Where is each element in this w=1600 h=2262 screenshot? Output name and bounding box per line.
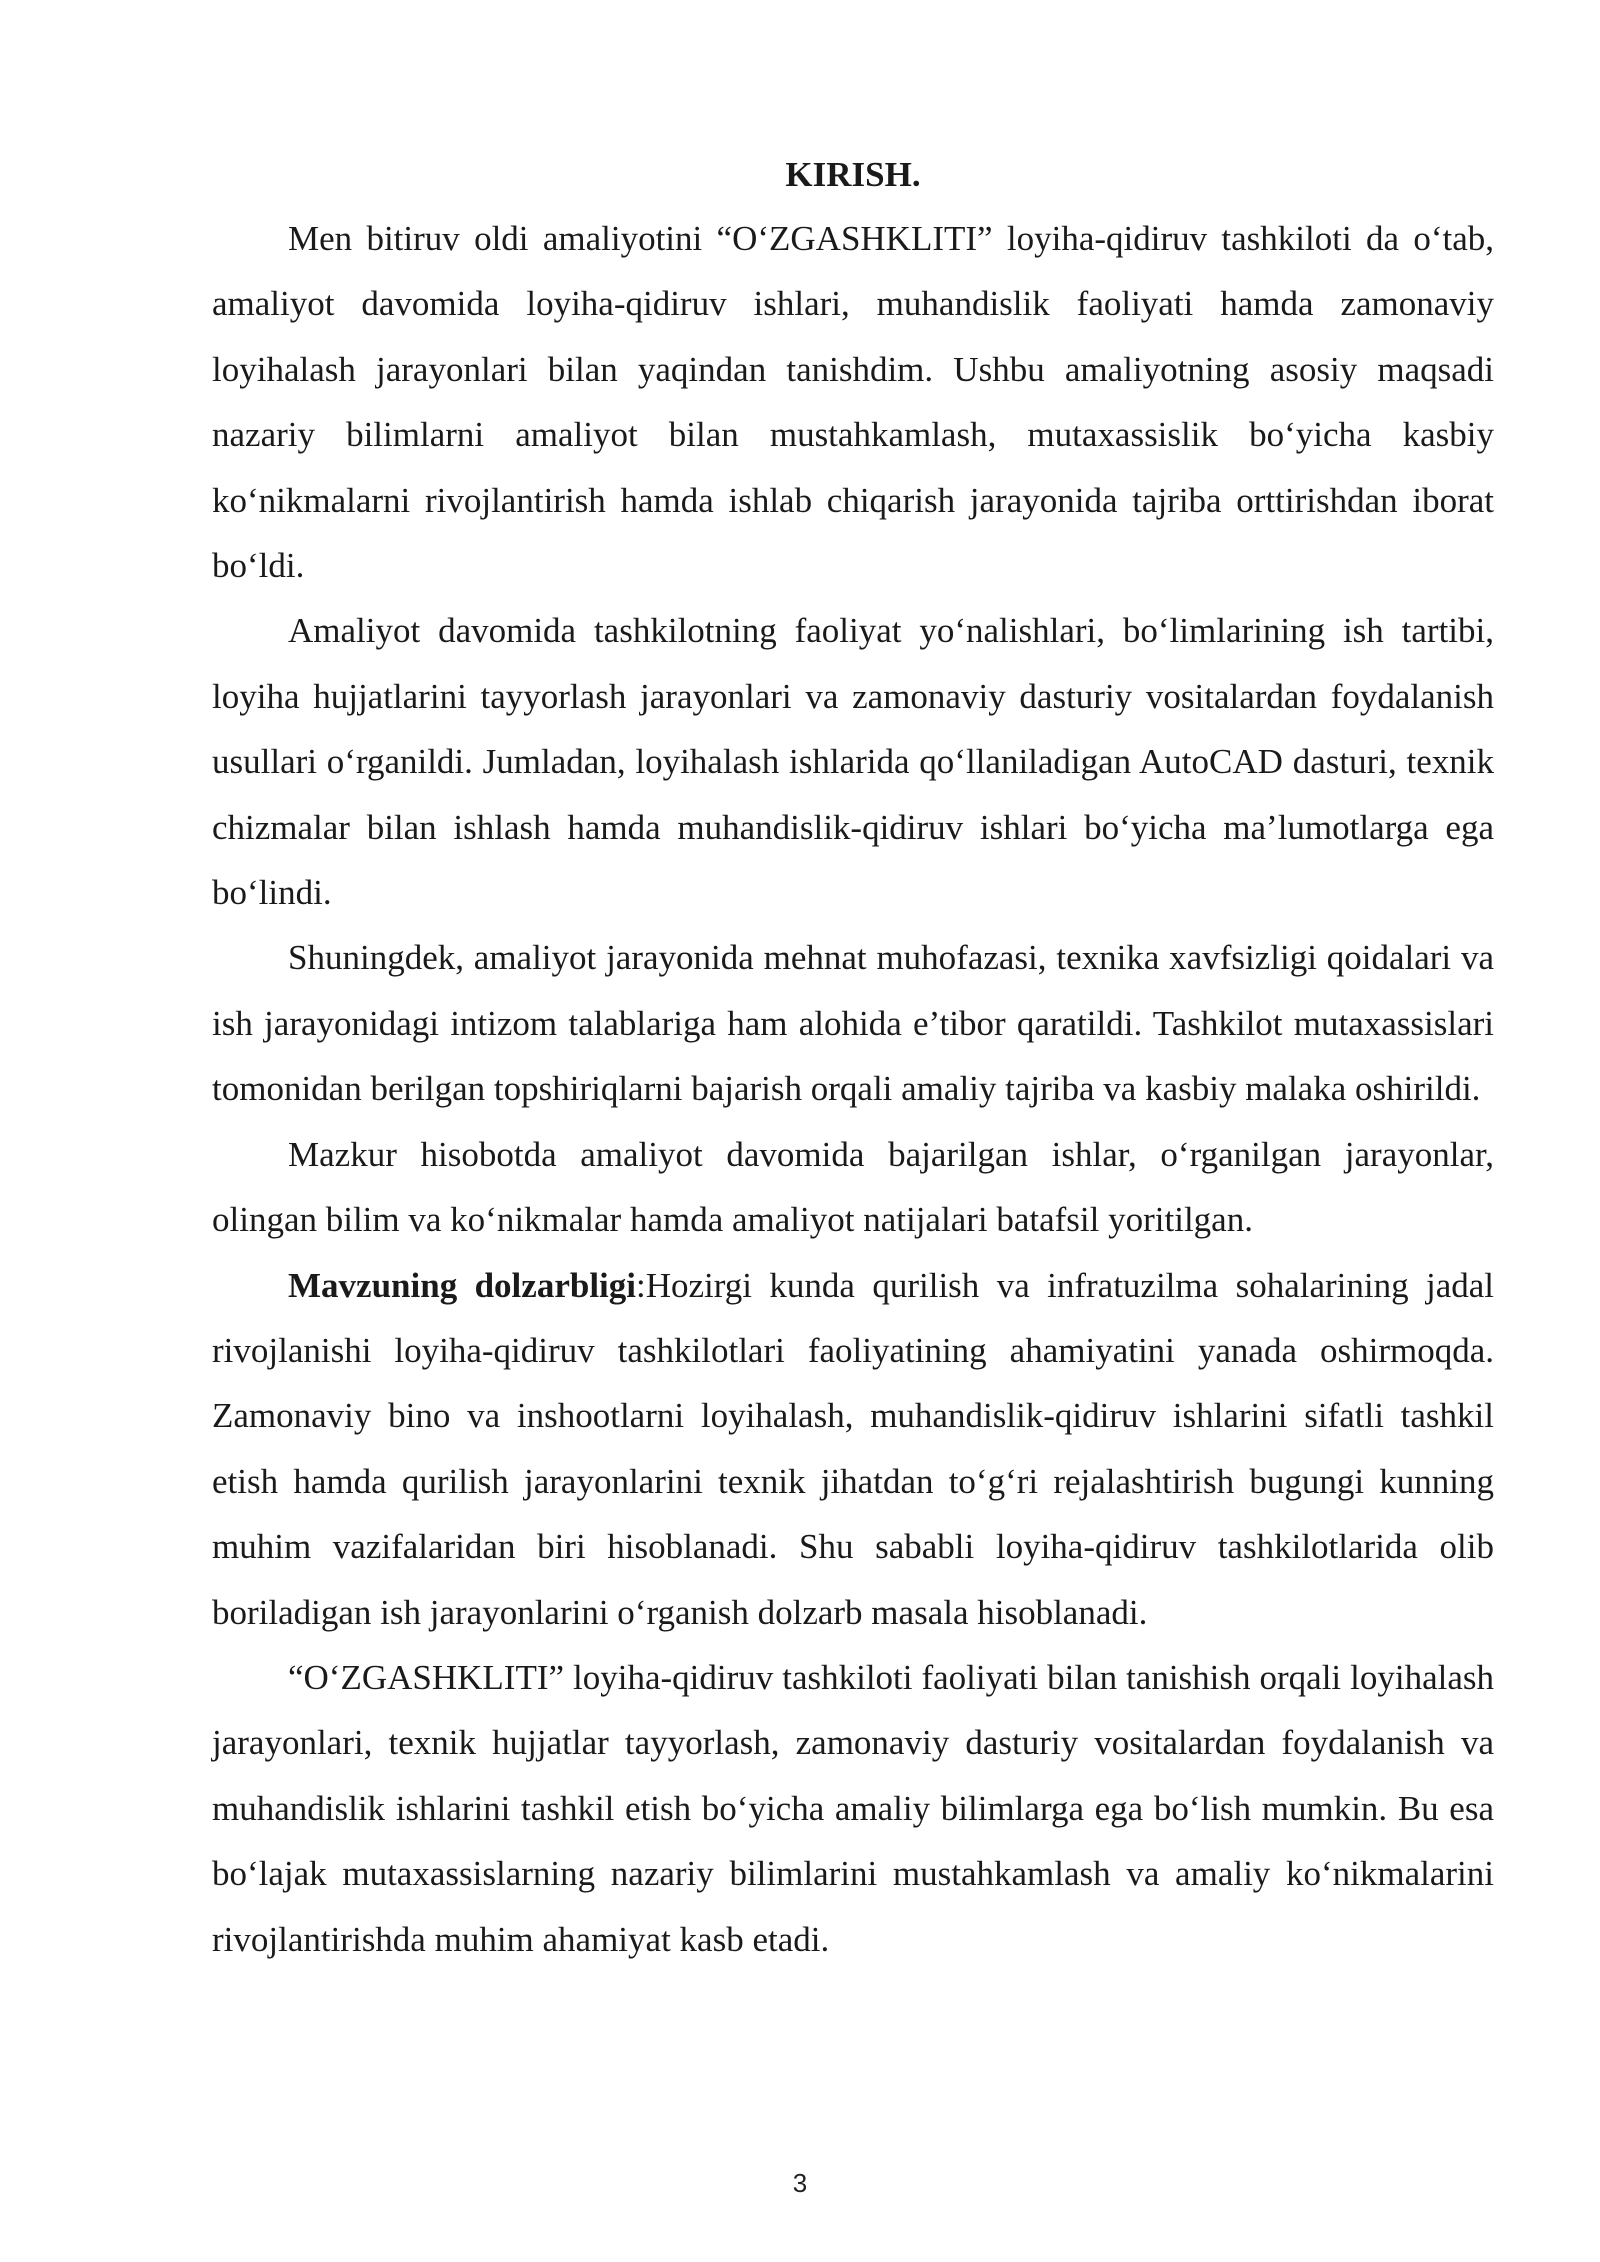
paragraph-relevance (212, 1253, 1494, 1645)
paragraph-safety: Shuningdek, amaliyot jarayonida mehnat muhofazasi, texnika xavfsizligi qoidalari va ish jarayonidagi intizom talablariga ham alohida e’tibor qaratildi. Tashkilot mutaxassislari tomonidan berilgan topshiriqlarni bajarish orqali amaliy tajriba va kasbiy malaka oshirildi. (212, 938, 1494, 1109)
section-title: KIRISH. (785, 155, 921, 194)
page-number: 3 (792, 2168, 808, 2198)
paragraph-closing: “O‘ZGASHKLITI” loyiha-qidiruv tashkiloti faoliyati bilan tanishish orqali loyihalash jarayonlari, texnik hujjatlar tayyorlash, zamonaviy dasturiy vositalardan foydalanish va muhandislik ishlarini tashkil etish bo‘yicha amaliy bilimlarga ega bo‘lish mumkin. Bu esa bo‘lajak mutaxassislarning nazariy bilimlarini mustahkamlash va amaliy ko‘nikmalarini rivojlantirishda muhim ahamiyat kasb etadi. (212, 1657, 1494, 1959)
paragraph-internship-intro: Men bitiruv oldi amaliyotini “O‘ZGASHKLITI” loyiha-qidiruv tashkiloti da o‘tab, amaliyot davomida loyiha-qidiruv ishlari, muhandislik faoliyati hamda zamonaviy loyihalash jarayonlari bilan yaqindan tanishdim. Ushbu amaliyotning asosiy maqsadi nazariy bilimlarni amaliyot bilan mustahkamlash, mutaxassislik bo‘yicha kasbiy ko‘nikmalarni rivojlantirish hamda ishlab chiqarish jarayonida tajriba orttirishdan iborat bo‘ldi. (212, 219, 1494, 586)
relevance-label: Mavzuning dolzarbligi (288, 1265, 636, 1305)
relevance-text: :Hozirgi kunda qurilish va infratuzilma sohalarining jadal rivojlanishi loyiha-qidiruv tashkilotlari faoliyatining ahamiyatini yanada oshirmoqda. Zamonaviy bino va inshootlarni loyihalash, muhandislik-qidiruv ishlarini sifatli tashkil etish hamda qurilish jarayonlarini texnik jihatdan to‘g‘ri rejalashtirish bugungi kunning muhim vazifalaridan biri hisoblanadi. Shu sababli loyiha-qidiruv tashkilotlarida olib boriladigan ish jarayonlarini o‘rganish dolzarb masala hisoblanadi. (212, 1265, 1495, 1632)
paragraph-internship-activities: Amaliyot davomida tashkilotning faoliyat yo‘nalishlari, bo‘limlarining ish tartibi, loyiha hujjatlarini tayyorlash jarayonlari va zamonaviy dasturiy vositalardan foydalanish usullari o‘rganildi. Jumladan, loyihalash ishlarida qo‘llaniladigan AutoCAD dasturi, texnik chizmalar bilan ishlash hamda muhandislik-qidiruv ishlari bo‘yicha ma’lumotlarga ega bo‘lindi. (212, 611, 1494, 913)
paragraph-report-summary: Mazkur hisobotda amaliyot davomida bajarilgan ishlar, o‘rganilgan jarayonlar, olingan bilim va ko‘nikmalar hamda amaliyot natijalari batafsil yoritilgan. (212, 1134, 1494, 1240)
document-page (212, 150, 1494, 1972)
